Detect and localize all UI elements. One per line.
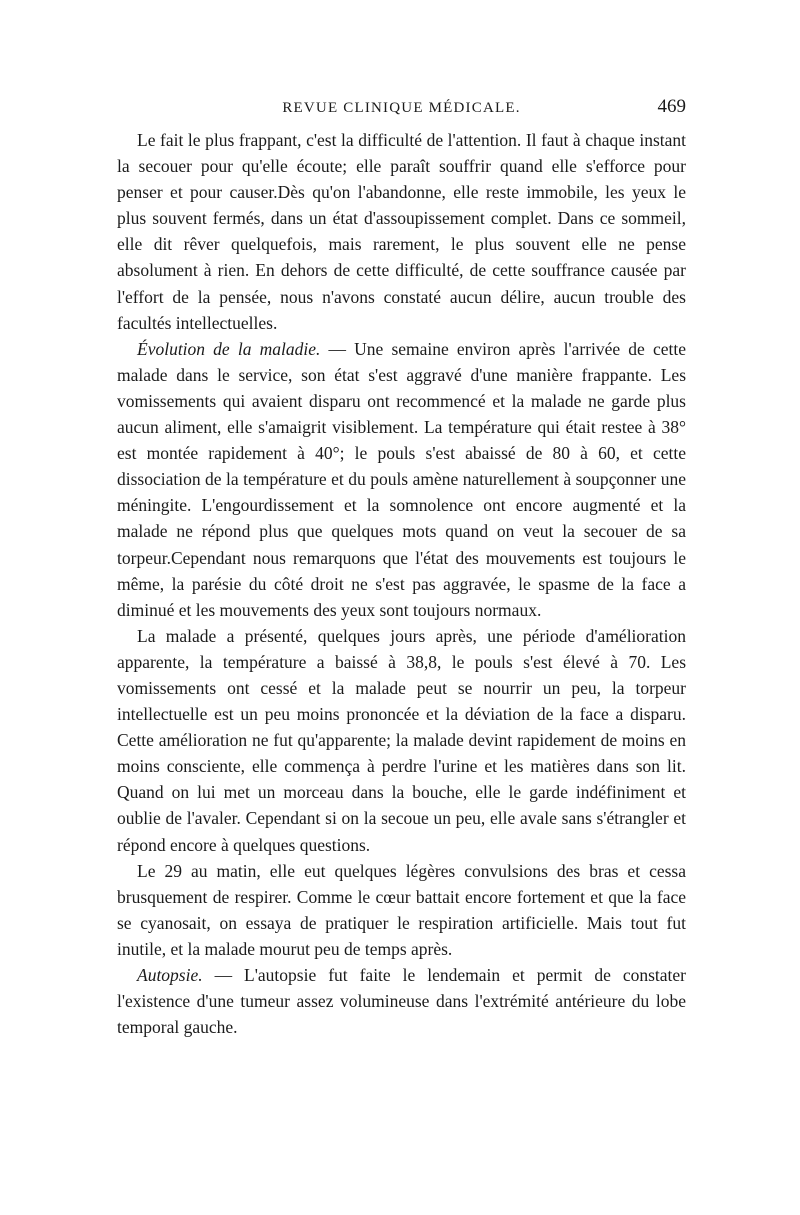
paragraph-text: Le fait le plus frappant, c'est la difficulté de l'attention. Il faut à chaque instant la secouer pour qu'elle écoute; elle paraît souffrir quand elle s'efforce pour penser et pour causer.Dès qu'on l'abandonne, elle reste immobile, les yeux le plus souvent fermés, dans un état d'assoupissement complet. Dans ce sommeil, elle dit rêver quelquefois, mais rarement, le plus souvent elle ne pense absolument à rien. En dehors de cette difficulté, de cette souffrance causée par l'effort de la pensée, nous n'avons constaté aucun délire, aucun trouble des facultés intellectuelles. xyxy=(117,130,686,333)
paragraph-evolution xyxy=(117,336,686,623)
paragraph-amelioration xyxy=(117,623,686,858)
body-text xyxy=(117,127,686,1040)
paragraph-text: — L'autopsie fut faite le lendemain et permit de constater l'existence d'une tumeur assez volumineuse dans l'extrémité antérieure du lobe temporal gauche. xyxy=(117,965,686,1038)
section-lead-evolution: Évolution de la maladie. xyxy=(137,338,321,359)
page-number: 469 xyxy=(657,96,686,117)
paragraph-autopsie xyxy=(117,962,686,1040)
paragraph-text: Le 29 au matin, elle eut quelques légères convulsions des bras et cessa brusquement de respirer. Comme le cœur battait encore fortement et que la face se cyanosait, on essaya de pratiquer le respiration artificielle. Mais tout fut inutile, et la malade mourut peu de temps après. xyxy=(117,860,686,959)
paragraph-deces xyxy=(117,858,686,962)
running-head: REVUE CLINIQUE MÉDICALE. xyxy=(282,100,521,116)
section-lead-autopsie: Autopsie. xyxy=(137,965,203,985)
paragraph-attention xyxy=(117,127,686,336)
page-header xyxy=(117,96,686,124)
paragraph-text: — Une semaine environ après l'arrivée de cette malade dans le service, son état s'est aggravé d'une manière frappante. Les vomissements qui avaient disparu ont recommencé et la malade ne garde plus aucun aliment, elle s'amaigrit visiblement. La température qui était restee à 38° est montée rapidement à 40°; le pouls s'est abaissé de 80 à 60, et cette dissociation de la température et du pouls amène naturellement à soupçonner une méningite. L'engourdissement et la somnolence ont encore augmenté et la malade ne répond plus que quelques mots quand on veut la secouer de sa torpeur.Cependant nous remarquons que l'état des mouvements est toujours le même, la parésie du côté droit ne s'est pas aggravée, le spasme de la face a diminué et les mouvements des yeux sont toujours normaux. xyxy=(117,338,686,620)
paragraph-text: La malade a présenté, quelques jours après, une période d'amélioration apparente, la température a baissé à 38,8, le pouls s'est élevé à 70. Les vomissements ont cessé et la malade peut se nourrir un peu, la torpeur intellectuelle est un peu moins prononcée et la déviation de la face a disparu. Cette amélioration ne fut qu'apparente; la malade devint rapidement de moins en moins consciente, elle commença à perdre l'urine et les matières dans son lit. Quand on lui met un morceau dans la bouche, elle le garde indéfiniment et oublie de l'avaler. Cependant si on la secoue un peu, elle avale sans s'étrangler et répond encore à quelques questions. xyxy=(117,625,686,855)
